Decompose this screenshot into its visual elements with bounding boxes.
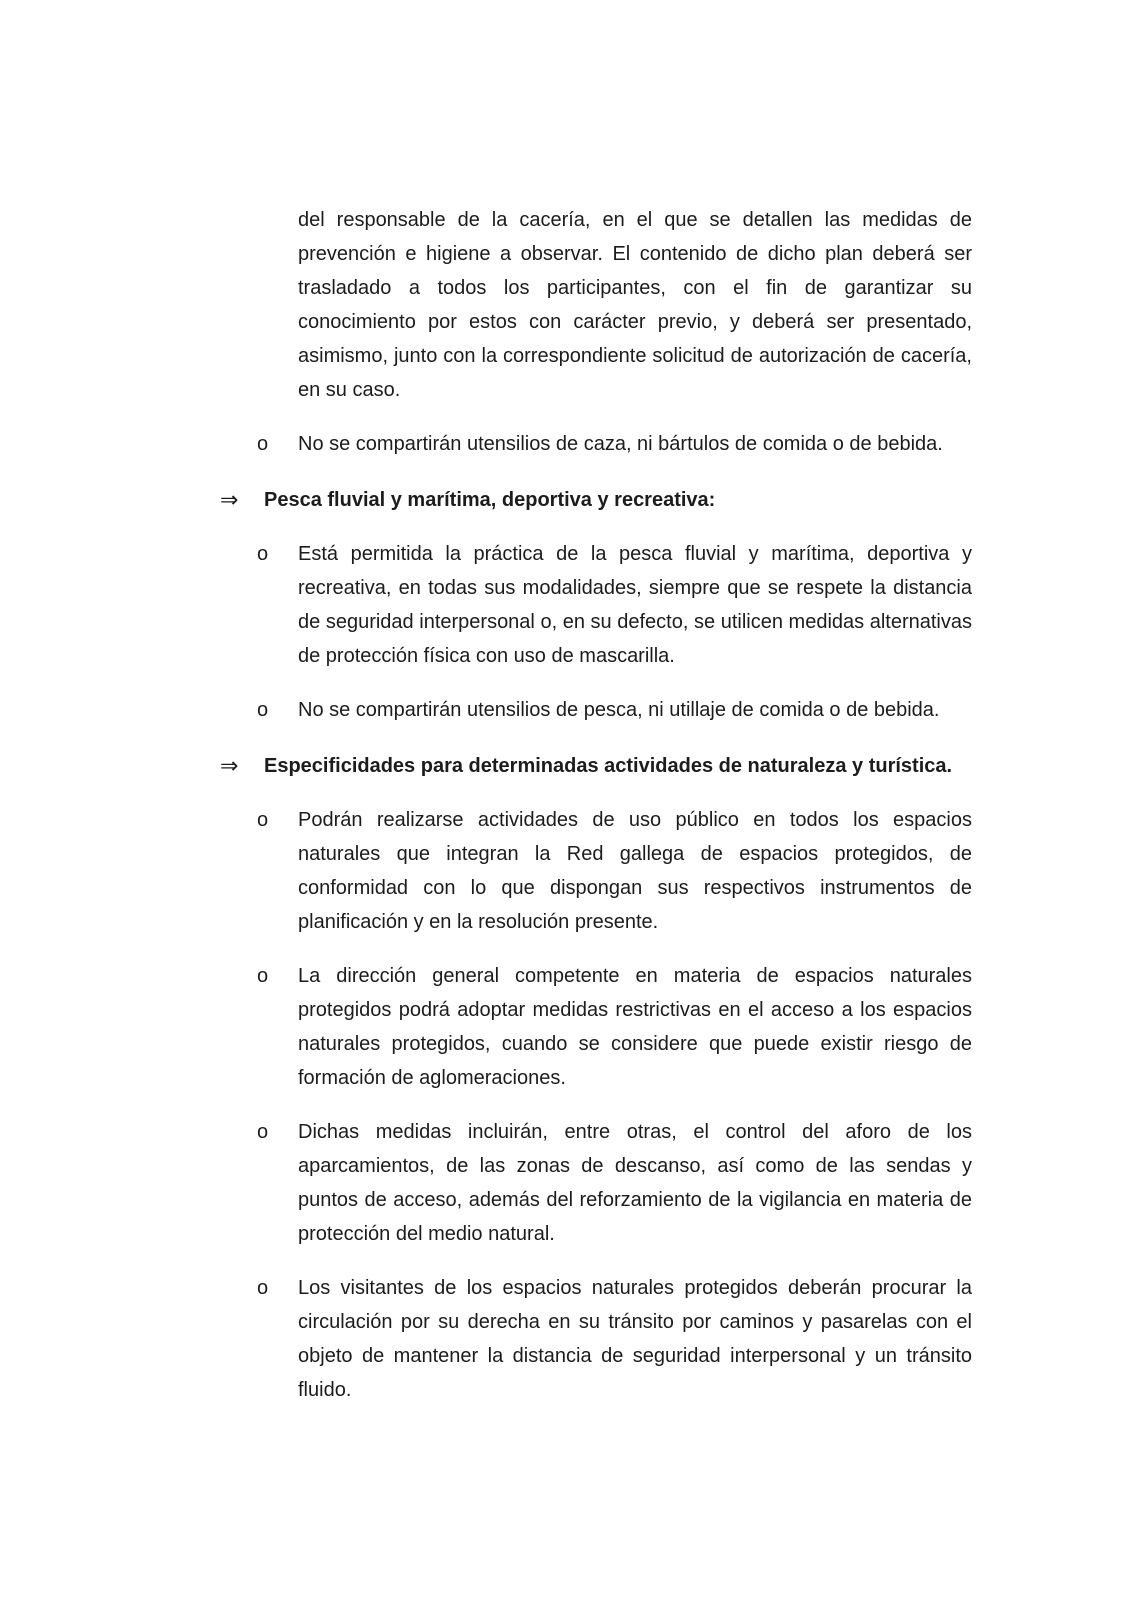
list-item (257, 693, 972, 727)
bullet-circle-icon: o (257, 699, 269, 721)
list-item-text: Podrán realizarse actividades de uso público en todos los espacios naturales que integran la Red gallega de espacios protegidos, de conformidad con lo que dispongan sus respectivos instrumentos de planificación y en la resolución presente. (298, 809, 972, 933)
list-item (257, 427, 972, 461)
list-item (257, 1271, 972, 1407)
bullet-circle-icon: o (257, 809, 269, 831)
list-item (257, 959, 972, 1095)
double-arrow-icon: ⇒ (220, 753, 239, 778)
list-item (257, 537, 972, 673)
bullet-circle-icon: o (257, 1121, 269, 1143)
section-pesca (220, 483, 972, 517)
bullet-circle-icon: o (257, 543, 269, 565)
bullet-circle-icon: o (257, 965, 269, 987)
section-heading: Especificidades para determinadas actividades de naturaleza y turística. (264, 755, 953, 777)
list-item (257, 1115, 972, 1251)
section-especificidades (220, 749, 972, 783)
list-item-text: No se compartirán utensilios de pesca, ni utillaje de comida o de bebida. (298, 699, 940, 721)
bullet-circle-icon: o (257, 1277, 269, 1299)
section-heading: Pesca fluvial y marítima, deportiva y recreativa: (264, 489, 716, 511)
list-item-text: Los visitantes de los espacios naturales protegidos deberán procurar la circulación por su derecha en su tránsito por caminos y pasarelas con el objeto de mantener la distancia de seguridad interpersonal y un tránsito fluido. (298, 1277, 972, 1401)
bullet-circle-icon: o (257, 433, 269, 455)
document-body (220, 203, 972, 1407)
list-item-text: La dirección general competente en materia de espacios naturales protegidos podrá adoptar medidas restrictivas en el acceso a los espacios naturales protegidos, cuando se considere que puede existir riesgo de formación de aglomeraciones. (298, 965, 972, 1089)
list-item-text: No se compartirán utensilios de caza, ni bártulos de comida o de bebida. (298, 433, 943, 455)
double-arrow-icon: ⇒ (220, 487, 239, 512)
list-item (257, 803, 972, 939)
intro-continuation-paragraph: del responsable de la cacería, en el que se detallen las medidas de prevención e higiene a observar. El contenido de dicho plan deberá ser trasladado a todos los participantes, con el fin de garantizar su conocimiento por estos con carácter previo, y deberá ser presentado, asimismo, junto con la correspondiente solicitud de autorización de cacería, en su caso. (298, 209, 972, 401)
list-item-text: Está permitida la práctica de la pesca fluvial y marítima, deportiva y recreativa, en todas sus modalidades, siempre que se respete la distancia de seguridad interpersonal o, en su defecto, se utilicen medidas alternativas de protección física con uso de mascarilla. (298, 543, 972, 667)
list-item-text: Dichas medidas incluirán, entre otras, el control del aforo de los aparcamientos, de las zonas de descanso, así como de las sendas y puntos de acceso, además del reforzamiento de la vigilancia en materia de protección del medio natural. (298, 1121, 972, 1245)
